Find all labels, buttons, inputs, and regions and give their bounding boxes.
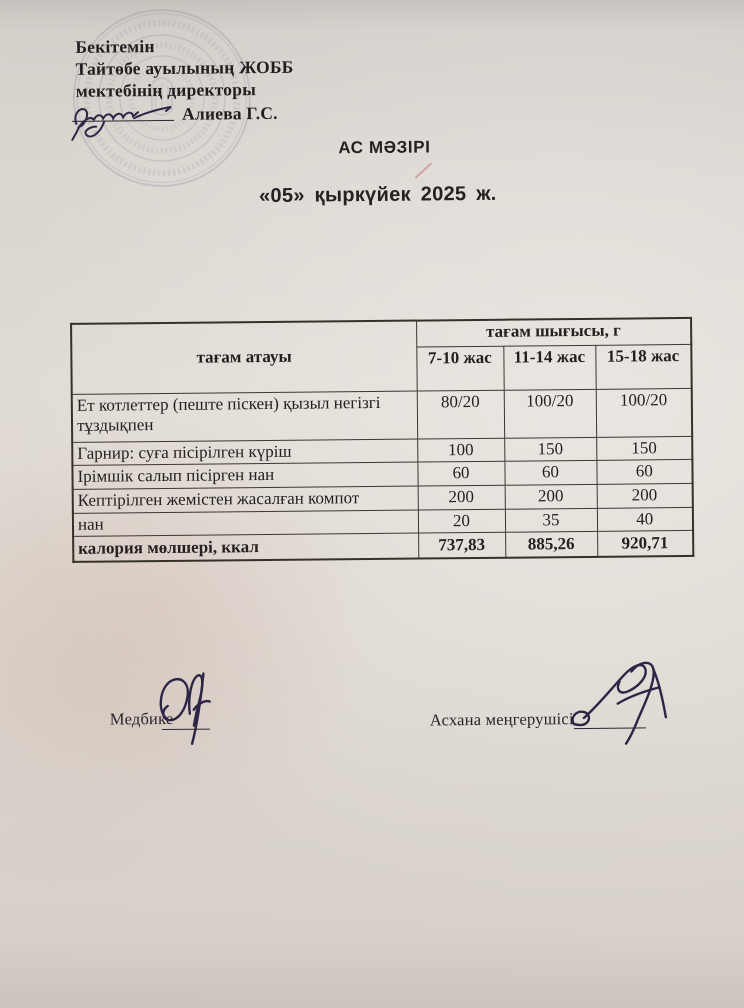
dish-value: 200	[418, 485, 505, 510]
dish-name: Гарнир: суға пісірілген күріш	[72, 439, 417, 466]
director-signature-line	[76, 101, 406, 130]
approval-block	[75, 33, 406, 130]
dish-value: 200	[597, 483, 693, 508]
dish-name: Ет котлеттер (пеште піскен) қызыл негізгі тұздықпен	[72, 391, 417, 442]
director-name: Алиева Г.С.	[181, 102, 278, 124]
nurse-label: Медбике	[109, 708, 174, 729]
dish-value: 100/20	[596, 388, 692, 437]
nurse-signature-icon	[151, 669, 224, 748]
total-value: 885,26	[505, 532, 597, 558]
page-title: АС МӘЗІРІ	[338, 137, 431, 158]
header-age-15-18: 15-18 жас	[595, 344, 691, 389]
dish-value: 150	[504, 437, 596, 462]
dish-value: 60	[596, 460, 692, 485]
dish-value: 80/20	[417, 390, 504, 439]
header-age-11-14: 11-14 жас	[503, 345, 595, 390]
director-signature-icon	[70, 95, 192, 142]
total-value: 920,71	[597, 531, 693, 557]
dish-name: Кептірілген жемістен жасалған компот	[73, 486, 418, 513]
header-dish-name: тағам атауы	[71, 321, 417, 394]
approval-line-1: Бекітемін	[75, 36, 155, 57]
total-value: 737,83	[418, 533, 505, 559]
table-row	[72, 388, 692, 442]
dish-name: нан	[73, 510, 418, 537]
approval-line-2: Тайтөбе ауылының ЖОББ	[75, 56, 294, 79]
canteen-manager-signature-icon	[567, 657, 686, 754]
dish-value: 100	[417, 438, 504, 463]
table-total-row	[73, 531, 693, 562]
canteen-manager-label: Асхана меңгерушісі	[429, 709, 574, 730]
header-output-group: тағам шығысы, г	[416, 318, 691, 347]
dish-name: Ірімшік салып пісірген нан	[72, 462, 417, 489]
dish-value: 60	[504, 461, 596, 486]
dish-value: 200	[505, 484, 597, 509]
date-line: «05» қыркүйек 2025 ж.	[258, 182, 497, 208]
approval-line-3: мектебінің директоры	[75, 79, 257, 101]
total-label: калория мөлшері, ккал	[73, 533, 418, 561]
dish-value: 35	[505, 508, 597, 533]
dish-value: 100/20	[504, 389, 596, 438]
header-age-7-10: 7-10 жас	[416, 346, 503, 391]
menu-table	[70, 317, 694, 563]
dish-value: 40	[597, 507, 693, 532]
dish-value: 60	[417, 461, 504, 486]
pen-mark	[415, 162, 433, 179]
dish-value: 150	[596, 436, 692, 461]
dish-value: 20	[418, 509, 505, 534]
